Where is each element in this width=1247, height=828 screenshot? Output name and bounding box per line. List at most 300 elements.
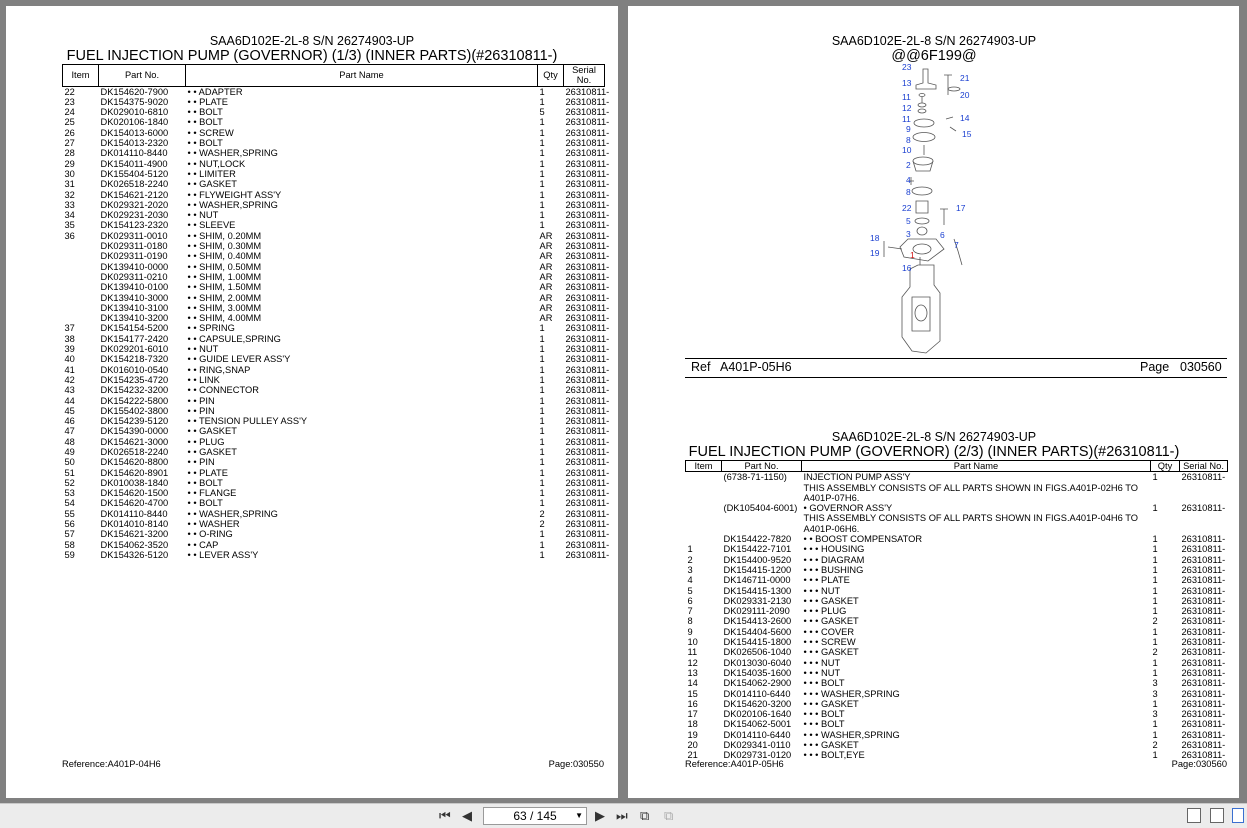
part-no-cell: DK014110-6440 xyxy=(723,688,791,699)
part-no-cell: DK029311-0190 xyxy=(100,251,168,262)
part-no-cell: DK155404-5120 xyxy=(100,168,169,179)
part-name-cell: • • BOLT xyxy=(187,498,223,509)
qty-cell: 3 xyxy=(1152,709,1158,720)
table-row xyxy=(686,606,1228,616)
serial-no-cell: 26310811- xyxy=(565,292,610,303)
table-row xyxy=(63,293,605,303)
serial-no-cell: 26310811- xyxy=(565,385,610,396)
callout-13: 13 xyxy=(902,78,912,88)
qty-cell: 1 xyxy=(539,426,545,437)
callout-11: 11 xyxy=(902,114,911,124)
qty-cell: 1 xyxy=(539,158,545,169)
item-cell: 51 xyxy=(64,467,75,478)
serial-no-cell: 26310811- xyxy=(565,436,610,447)
viewer-toolbar xyxy=(0,803,1247,828)
table-row xyxy=(63,426,605,436)
serial-no-cell: 26310811- xyxy=(565,508,610,519)
page-title: FUEL INJECTION PUMP (GOVERNOR) (2/3) (INNER PARTS)(#26310811-) xyxy=(688,444,1180,460)
item-cell: 55 xyxy=(64,508,75,519)
table-row xyxy=(63,323,605,333)
part-name-cell: • • PLATE xyxy=(187,96,228,107)
serial-no-cell: 26310811- xyxy=(1181,585,1226,596)
fit-page-icon[interactable]: ⧉ xyxy=(640,808,650,823)
serial-no-cell: 26310811- xyxy=(565,395,610,406)
part-name-cell: • • SHIM, 0.20MM xyxy=(187,230,262,241)
part-name-cell: • • • DIAGRAM xyxy=(803,554,865,565)
part-no-cell: DK154013-6000 xyxy=(100,127,169,138)
qty-cell: 1 xyxy=(1152,503,1158,514)
part-name-cell: • • SLEEVE xyxy=(187,220,236,231)
chevron-down-icon[interactable]: ▼ xyxy=(575,811,583,820)
item-cell: 28 xyxy=(64,148,75,159)
item-cell: 18 xyxy=(687,719,698,730)
diagram-code: @@6F199@ xyxy=(891,48,977,64)
table-row xyxy=(63,488,605,498)
table-row xyxy=(686,740,1228,750)
part-no-cell: DK154620-1500 xyxy=(100,488,169,499)
part-no-cell: DK154235-4720 xyxy=(100,374,169,385)
serial-no-cell: 26310811- xyxy=(1181,544,1226,555)
table-row xyxy=(63,385,605,395)
item-cell: 14 xyxy=(687,678,698,689)
part-no-cell: DK154415-1300 xyxy=(723,585,792,596)
page-number-value: 63 / 145 xyxy=(513,809,557,823)
serial-no-cell: 26310811- xyxy=(1181,554,1226,565)
qty-cell: 1 xyxy=(539,354,545,365)
header-serial-no: Serial No. xyxy=(564,65,605,87)
item-cell: 37 xyxy=(64,323,75,334)
part-no-cell xyxy=(722,513,802,534)
header-serial-no: Serial No. xyxy=(1180,461,1228,472)
part-name-cell: • • • BOLT xyxy=(803,678,845,689)
qty-cell: 1 xyxy=(539,138,545,149)
callout-21: 21 xyxy=(960,73,970,83)
serial-no-cell: 26310811- xyxy=(565,549,610,560)
qty-cell: 1 xyxy=(539,529,545,540)
header-part-name: Part Name xyxy=(802,461,1151,472)
item-cell: 25 xyxy=(64,117,75,128)
serial-no-cell: 26310811- xyxy=(565,539,610,550)
part-no-cell: DK146711-0000 xyxy=(723,575,791,586)
part-name-cell: • • BOLT xyxy=(187,477,223,488)
table-row xyxy=(63,447,605,457)
item-cell: 23 xyxy=(64,96,75,107)
serial-no-cell: 26310811- xyxy=(565,96,610,107)
part-name-cell: • • • COVER xyxy=(803,626,855,637)
serial-no-cell xyxy=(1180,483,1228,504)
qty-cell xyxy=(1151,513,1180,534)
callout-14: 14 xyxy=(960,113,970,123)
part-no-cell: DK154154-5200 xyxy=(100,323,169,334)
item-cell: 39 xyxy=(64,344,75,355)
callout-16: 16 xyxy=(902,263,912,273)
item-cell: 29 xyxy=(64,158,75,169)
callout-1: 1 xyxy=(910,250,915,260)
serial-no-cell: 26310811- xyxy=(565,220,610,231)
callout-18: 18 xyxy=(870,233,880,243)
serial-no-cell: 26310811- xyxy=(565,529,610,540)
part-no-cell: DK014110-6440 xyxy=(723,729,791,740)
part-name-cell: INJECTION PUMP ASS'Y xyxy=(803,472,911,483)
item-cell: 41 xyxy=(64,364,75,375)
table-row xyxy=(63,169,605,179)
part-no-cell: DK154621-3000 xyxy=(100,436,169,447)
item-cell xyxy=(686,513,722,534)
part-name-cell: • • SHIM, 0.40MM xyxy=(187,251,262,262)
part-no-cell: DK016010-0540 xyxy=(100,364,169,375)
part-no-cell: DK154013-2320 xyxy=(100,138,169,149)
part-no-cell: DK154218-7320 xyxy=(100,354,169,365)
part-no-cell: DK154422-7101 xyxy=(723,544,792,555)
part-name-cell: • • SHIM, 1.50MM xyxy=(187,282,262,293)
model-heading: SAA6D102E-2L-8 S/N 26274903-UP xyxy=(831,34,1037,48)
qty-cell: 1 xyxy=(1152,719,1158,730)
qty-cell: 1 xyxy=(1152,637,1158,648)
qty-cell: 1 xyxy=(539,333,545,344)
serial-no-cell: 26310811- xyxy=(565,282,610,293)
part-no-cell: DK139410-3100 xyxy=(100,302,169,313)
header-qty: Qty xyxy=(538,65,564,87)
table-row xyxy=(686,503,1228,513)
table-row xyxy=(63,251,605,261)
part-name-cell: • • • NUT xyxy=(803,585,841,596)
parts-table xyxy=(685,460,1228,761)
qty-cell: 1 xyxy=(1152,657,1158,668)
part-name-cell: • • • BOLT xyxy=(803,719,845,730)
callout-5: 5 xyxy=(906,216,911,226)
part-no-cell: DK154404-5600 xyxy=(723,626,792,637)
item-cell xyxy=(686,483,722,504)
qty-cell: 1 xyxy=(539,488,545,499)
part-no-cell: DK139410-3200 xyxy=(100,313,169,324)
item-cell xyxy=(63,262,99,272)
qty-cell: 2 xyxy=(1152,616,1158,627)
part-name-cell: • • SHIM, 1.00MM xyxy=(187,271,262,282)
serial-no-cell: 26310811- xyxy=(565,498,610,509)
part-no-cell: DK014110-8440 xyxy=(100,508,168,519)
table-row xyxy=(63,334,605,344)
qty-cell: AR xyxy=(539,302,553,313)
serial-no-cell: 26310811- xyxy=(565,117,610,128)
part-name-cell: • • FLANGE xyxy=(187,488,237,499)
qty-cell: 1 xyxy=(539,498,545,509)
table-row xyxy=(686,616,1228,626)
last-page-icon[interactable]: ⏭ xyxy=(616,808,628,823)
item-cell: 1 xyxy=(687,544,693,555)
qty-cell: 1 xyxy=(539,446,545,457)
part-no-cell: DK029231-2030 xyxy=(100,210,169,221)
item-cell: 36 xyxy=(64,230,75,241)
part-no-cell: DK154413-2600 xyxy=(723,616,792,627)
qty-cell: 1 xyxy=(539,148,545,159)
part-name-cell: • GOVERNOR ASS'Y xyxy=(803,503,893,514)
header-qty: Qty xyxy=(1151,461,1180,472)
table-row xyxy=(686,637,1228,647)
callout-6: 6 xyxy=(940,230,945,240)
table-row xyxy=(63,241,605,251)
page-number-field[interactable] xyxy=(483,807,587,825)
item-cell: 31 xyxy=(64,179,75,190)
part-no-cell: DK154620-7900 xyxy=(100,86,169,97)
part-name-cell: • • O-RING xyxy=(187,529,233,540)
part-name-cell: • • CAPSULE,SPRING xyxy=(187,333,281,344)
item-cell: 3 xyxy=(687,564,693,575)
item-cell: 2 xyxy=(687,554,693,565)
item-cell: 27 xyxy=(64,138,75,149)
serial-no-cell: 26310811- xyxy=(565,405,610,416)
qty-cell: 3 xyxy=(1152,688,1158,699)
next-page-icon[interactable]: ▶ xyxy=(595,808,605,823)
item-cell: 9 xyxy=(687,626,693,637)
serial-no-cell: 26310811- xyxy=(1181,637,1226,648)
table-row xyxy=(686,544,1228,554)
part-no-cell: DK154620-8800 xyxy=(100,457,169,468)
qty-cell: AR xyxy=(539,313,553,324)
part-name-cell: • • SHIM, 0.30MM xyxy=(187,241,262,252)
callout-10: 10 xyxy=(902,145,912,155)
qty-cell: 1 xyxy=(1152,750,1158,761)
table-row xyxy=(63,107,605,117)
qty-cell: 1 xyxy=(1152,575,1158,586)
header-item: Item xyxy=(686,461,722,472)
part-name-cell: • • PIN xyxy=(187,457,215,468)
item-cell: 4 xyxy=(687,575,693,586)
qty-cell: AR xyxy=(539,230,553,241)
table-row xyxy=(63,210,605,220)
part-no-cell: DK139410-0100 xyxy=(100,282,169,293)
item-cell: 34 xyxy=(64,210,75,221)
serial-no-cell: 26310811- xyxy=(565,261,610,272)
serial-no-cell: 26310811- xyxy=(565,374,610,385)
item-cell: 20 xyxy=(687,740,698,751)
item-cell: 13 xyxy=(687,667,698,678)
divider xyxy=(685,377,1227,378)
serial-no-cell: 26310811- xyxy=(565,364,610,375)
part-name-cell: • • PIN xyxy=(187,405,215,416)
callout-2: 2 xyxy=(906,160,911,170)
serial-no-cell: 26310811- xyxy=(565,354,610,365)
qty-cell: 1 xyxy=(539,189,545,200)
table-row xyxy=(686,586,1228,596)
table-row xyxy=(63,86,605,97)
part-no-cell: DK154621-2120 xyxy=(100,189,169,200)
qty-cell: 1 xyxy=(1152,698,1158,709)
table-row xyxy=(63,540,605,550)
part-no-cell: DK029311-0010 xyxy=(100,230,168,241)
table-row xyxy=(686,483,1228,504)
qty-cell: 2 xyxy=(1152,740,1158,751)
part-name-cell: • • LINK xyxy=(187,374,220,385)
qty-cell: 1 xyxy=(539,436,545,447)
serial-no-cell: 26310811- xyxy=(565,168,610,179)
part-no-cell: DK154123-2320 xyxy=(100,220,169,231)
part-no-cell: DK014010-8140 xyxy=(100,519,169,530)
serial-no-cell: 26310811- xyxy=(565,241,610,252)
part-no-cell: DK154415-1200 xyxy=(723,564,792,575)
reference-label: Reference:A401P-05H6 xyxy=(685,759,784,769)
qty-cell: 2 xyxy=(539,508,545,519)
callout-9: 9 xyxy=(906,124,911,134)
serial-no-cell: 26310811- xyxy=(565,271,610,282)
table-row xyxy=(63,303,605,313)
serial-no-cell: 26310811- xyxy=(1181,719,1226,730)
part-no-cell: DK139410-0000 xyxy=(100,261,169,272)
table-row xyxy=(63,159,605,169)
serial-no-cell: 26310811- xyxy=(1181,698,1226,709)
item-cell: 8 xyxy=(687,616,693,627)
item-cell xyxy=(63,282,99,292)
qty-cell: 2 xyxy=(1152,647,1158,658)
table-row xyxy=(686,596,1228,606)
continuous-view-icon[interactable] xyxy=(1210,808,1224,823)
qty-cell: 1 xyxy=(1152,544,1158,555)
serial-no-cell: 26310811- xyxy=(1181,729,1226,740)
part-no-cell: DK029731-0120 xyxy=(723,750,792,761)
item-cell: 50 xyxy=(64,457,75,468)
item-cell: 38 xyxy=(64,333,75,344)
serial-no-cell: 26310811- xyxy=(1181,750,1226,761)
table-row xyxy=(63,416,605,426)
part-name-cell: • • TENSION PULLEY ASS'Y xyxy=(187,416,308,427)
table-row xyxy=(63,313,605,323)
serial-no-cell: 26310811- xyxy=(1181,740,1226,751)
part-no-cell: DK026518-2240 xyxy=(100,446,169,457)
part-no-cell: DK154415-1800 xyxy=(723,637,792,648)
part-name-cell: • • PLUG xyxy=(187,436,225,447)
item-cell: 42 xyxy=(64,374,75,385)
serial-no-cell: 26310811- xyxy=(1181,564,1226,575)
part-name-cell: • • • GASKET xyxy=(803,647,859,658)
part-no-cell: (6738-71-1150) xyxy=(723,472,787,483)
table-row xyxy=(686,678,1228,688)
part-name-cell: • • SHIM, 2.00MM xyxy=(187,292,262,303)
item-cell xyxy=(63,313,99,323)
serial-no-cell: 26310811- xyxy=(565,138,610,149)
qty-cell: 1 xyxy=(539,374,545,385)
table-row xyxy=(686,689,1228,699)
part-no-cell: DK154400-9520 xyxy=(723,554,792,565)
table-row xyxy=(63,550,605,560)
part-name-cell: • • • BOLT,EYE xyxy=(803,750,865,761)
item-cell: 43 xyxy=(64,385,75,396)
part-no-cell: DK154062-2900 xyxy=(723,678,792,689)
first-page-icon[interactable]: ⏮ xyxy=(439,808,451,823)
serial-no-cell: 26310811- xyxy=(565,488,610,499)
callout-20: 20 xyxy=(960,90,970,100)
serial-no-cell: 26310811- xyxy=(1181,595,1226,606)
item-cell: 6 xyxy=(687,595,693,606)
two-page-view-icon[interactable] xyxy=(1232,808,1244,823)
callout-8: 8 xyxy=(906,187,911,197)
part-no-cell: DK029111-2090 xyxy=(723,606,790,617)
item-cell xyxy=(63,241,99,251)
serial-no-cell: 26310811- xyxy=(565,313,610,324)
table-row xyxy=(63,200,605,210)
part-name-cell: • • WASHER,SPRING xyxy=(187,508,278,519)
table-row xyxy=(63,128,605,138)
left-document-page xyxy=(6,6,618,798)
part-name-cell: • • • BUSHING xyxy=(803,564,864,575)
part-no-cell: DK139410-3000 xyxy=(100,292,169,303)
part-no-cell: DK155402-3800 xyxy=(100,405,169,416)
item-cell: 16 xyxy=(687,698,698,709)
serial-no-cell: 26310811- xyxy=(565,416,610,427)
callout-12: 12 xyxy=(902,103,912,113)
part-name-cell: • • BOLT xyxy=(187,138,223,149)
part-name-cell: • • • HOUSING xyxy=(803,544,865,555)
part-name-cell: • • • GASKET xyxy=(803,616,859,627)
qty-cell: 1 xyxy=(539,210,545,221)
qty-cell: 1 xyxy=(539,96,545,107)
qty-cell: 1 xyxy=(1152,729,1158,740)
single-page-view-icon[interactable] xyxy=(1187,808,1201,823)
serial-no-cell: 26310811- xyxy=(1181,678,1226,689)
serial-no-cell: 26310811- xyxy=(565,158,610,169)
item-cell: 33 xyxy=(64,199,75,210)
part-no-cell: DK154232-3200 xyxy=(100,385,169,396)
part-no-cell: DK020106-1840 xyxy=(100,117,169,128)
table-row xyxy=(686,709,1228,719)
callout-22: 22 xyxy=(902,203,912,213)
table-row xyxy=(63,457,605,467)
previous-page-icon[interactable]: ◀ xyxy=(462,808,472,823)
qty-cell: 1 xyxy=(539,323,545,334)
qty-cell: 1 xyxy=(1152,534,1158,545)
serial-no-cell: 26310811- xyxy=(1181,534,1226,545)
serial-no-cell: 26310811- xyxy=(1181,472,1226,483)
table-row xyxy=(63,406,605,416)
qty-cell: 1 xyxy=(539,416,545,427)
part-no-cell: DK026518-2240 xyxy=(100,179,169,190)
header-part-no: Part No. xyxy=(722,461,802,472)
item-cell: 49 xyxy=(64,446,75,457)
part-no-cell xyxy=(722,483,802,504)
callout-7: 7 xyxy=(954,240,959,250)
serial-no-cell: 26310811- xyxy=(565,467,610,478)
serial-no-cell: 26310811- xyxy=(565,457,610,468)
qty-cell: 1 xyxy=(1152,626,1158,637)
serial-no-cell: 26310811- xyxy=(565,323,610,334)
item-cell: 48 xyxy=(64,436,75,447)
part-no-cell: DK154620-3200 xyxy=(723,698,792,709)
table-row xyxy=(63,344,605,354)
table-row xyxy=(63,365,605,375)
part-name-cell: • • SHIM, 0.50MM xyxy=(187,261,262,272)
part-name-cell: • • • GASKET xyxy=(803,698,859,709)
serial-no-cell: 26310811- xyxy=(1181,503,1226,514)
table-row xyxy=(63,148,605,158)
item-cell xyxy=(63,251,99,261)
part-no-cell: DK154062-3520 xyxy=(100,539,169,550)
fit-width-icon[interactable]: ⧉ xyxy=(664,808,674,823)
item-cell xyxy=(686,534,722,544)
item-cell xyxy=(686,503,722,513)
part-no-cell: DK029341-0110 xyxy=(723,740,791,751)
table-row xyxy=(63,498,605,508)
parts-table xyxy=(62,64,610,560)
part-no-cell: DK029010-6810 xyxy=(100,107,169,118)
header-item: Item xyxy=(63,65,99,87)
page-title: FUEL INJECTION PUMP (GOVERNOR) (1/3) (INNER PARTS)(#26310811-) xyxy=(66,48,558,64)
part-no-cell: DK154062-5001 xyxy=(723,719,792,730)
part-name-cell: • • GASKET xyxy=(187,179,237,190)
part-name-cell: • • SHIM, 4.00MM xyxy=(187,313,262,324)
part-name-cell: • • BOLT xyxy=(187,117,223,128)
callout-3: 3 xyxy=(906,229,911,239)
qty-cell: 5 xyxy=(539,107,545,118)
item-cell xyxy=(63,272,99,282)
serial-no-cell: 26310811- xyxy=(565,426,610,437)
